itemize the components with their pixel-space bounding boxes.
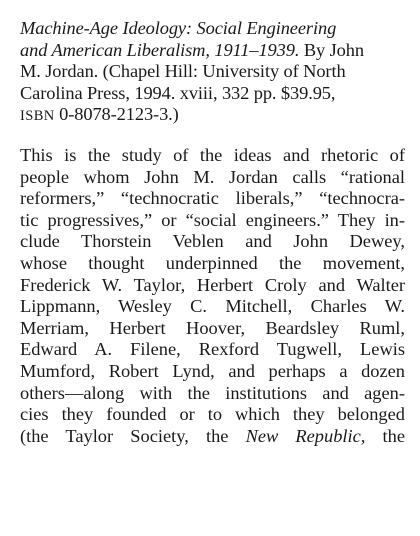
body-line: This is the study of the ideas and rhetoric of bbox=[20, 144, 405, 165]
review-body bbox=[20, 145, 405, 447]
magazine-title: New Republic, bbox=[245, 425, 366, 446]
body-line: people whom John M. Jordan calls “rational bbox=[20, 166, 405, 187]
citation-publisher-line: M. Jordan. (Chapel Hill: University of North bbox=[20, 61, 346, 82]
citation-author-start: By John bbox=[299, 39, 364, 60]
body-line: Merriam, Herbert Hoover, Beardsley Ruml, bbox=[20, 317, 405, 338]
review-page bbox=[20, 18, 405, 447]
citation-title-line bbox=[20, 18, 405, 40]
body-line: clude Thorstein Veblen and John Dewey, bbox=[20, 231, 405, 252]
book-title-part-2: and American Liberalism, 1911–1939. bbox=[20, 39, 300, 60]
body-line: Frederick W. Taylor, Herbert Croly and Walter bbox=[20, 274, 405, 295]
body-line: others—along with the institutions and agen- bbox=[20, 382, 405, 403]
body-line: Mumford, Robert Lynd, and perhaps a dozen bbox=[20, 360, 405, 381]
body-last-line bbox=[20, 426, 405, 448]
body-last-line-part-1: (the Taylor Society, the bbox=[20, 425, 246, 446]
book-title-part-1: Machine-Age Ideology: Social Engineering bbox=[20, 18, 337, 38]
citation-details-line: Carolina Press, 1994. xviii, 332 pp. $39.95, bbox=[20, 82, 336, 103]
body-last-line-part-2: the bbox=[365, 425, 405, 446]
body-line: reformers,” “technocratic liberals,” “technocra- bbox=[20, 188, 405, 209]
isbn-number: 0-8078-2123-3.) bbox=[54, 104, 179, 125]
book-citation bbox=[20, 18, 405, 126]
citation-title-line-2 bbox=[20, 40, 405, 62]
body-line: whose thought underpinned the movement, bbox=[20, 252, 405, 273]
isbn-label: ISBN bbox=[20, 108, 55, 125]
body-line: Lippmann, Wesley C. Mitchell, Charles W. bbox=[20, 296, 405, 317]
body-line: tic progressives,” or “social engineers.” They in- bbox=[20, 209, 405, 230]
citation-isbn-line bbox=[20, 104, 405, 126]
body-line: cies they founded or to which they belonged bbox=[20, 404, 405, 425]
body-line: Edward A. Filene, Rexford Tugwell, Lewis bbox=[20, 339, 405, 360]
